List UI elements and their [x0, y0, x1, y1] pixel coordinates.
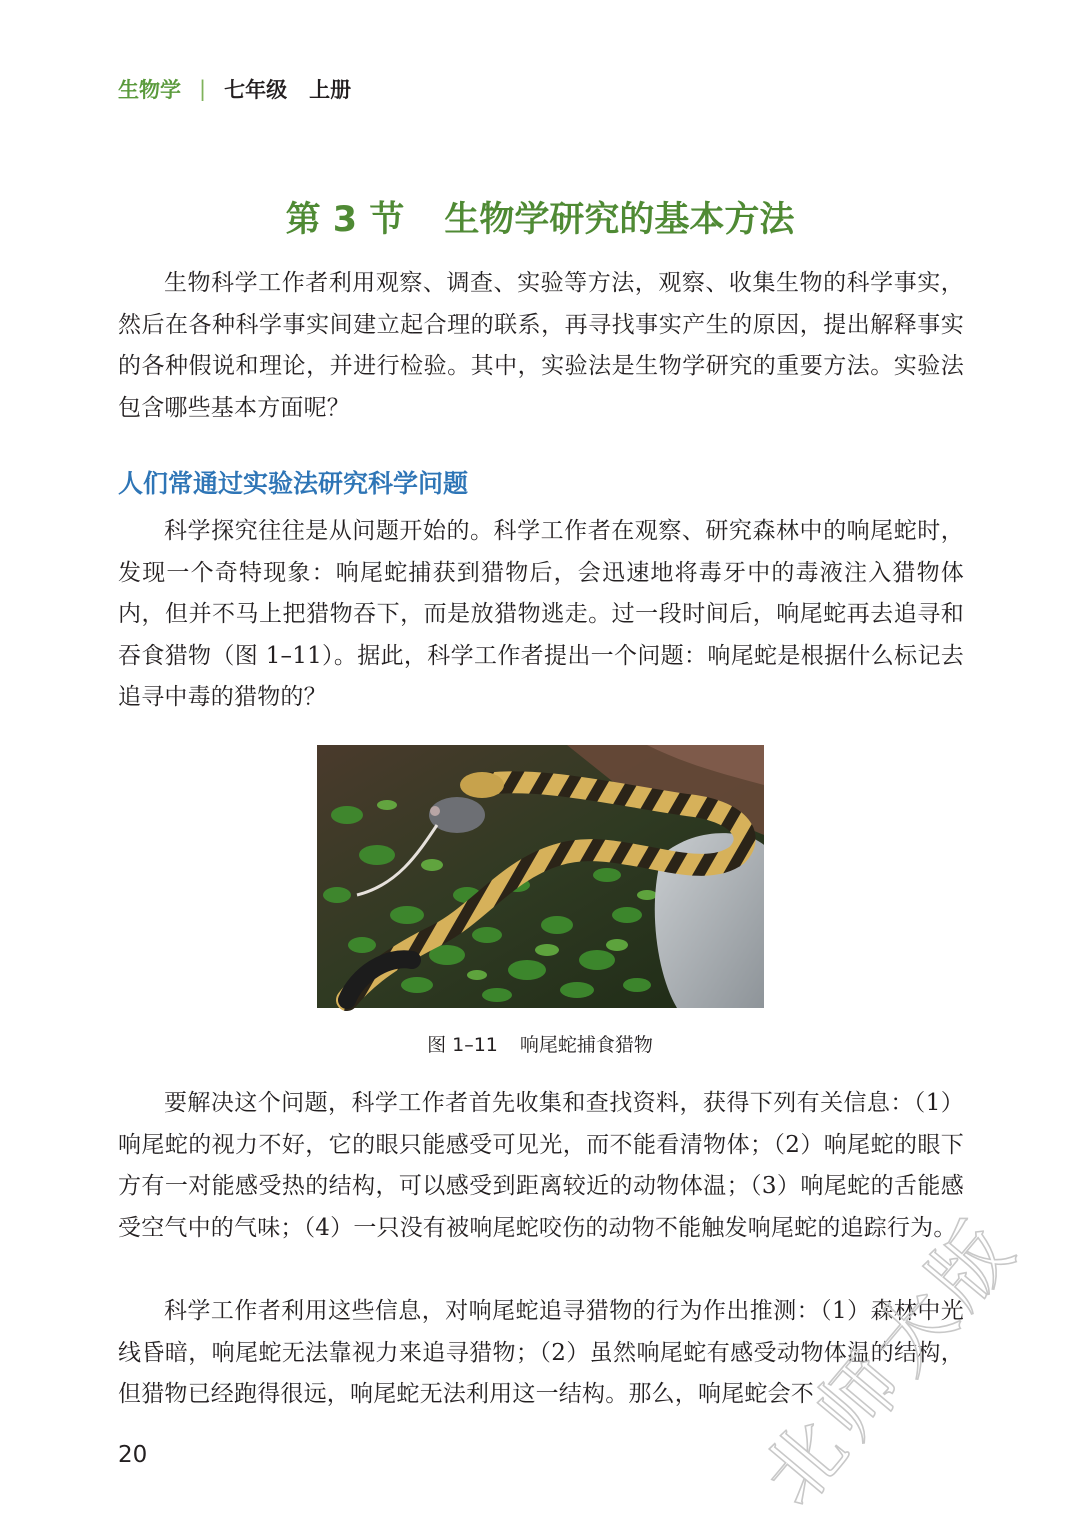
figure-number: 图 1–11	[427, 1034, 498, 1056]
body-paragraph-4: 科学工作者利用这些信息，对响尾蛇追寻猎物的行为作出推测：（1）森林中光线昏暗，响尾蛇无法靠视力来追寻猎物；（2）虽然响尾蛇有感受动物体温的结构，但猎物已经跑得很远，响尾蛇无法利用这一结构。那么，响尾蛇会不	[118, 1298, 964, 1408]
header-volume: 上册	[309, 78, 352, 102]
watermark-text: 北师大版	[745, 1200, 1036, 1523]
header-separator: |	[199, 77, 207, 101]
section-title-text: 生物学研究的基本方法	[444, 200, 795, 240]
body-paragraph-3: 要解决这个问题，科学工作者首先收集和查找资料，获得下列有关信息：（1）响尾蛇的视力不好，它的眼只能感受可见光，而不能看清物体；（2）响尾蛇的眼下方有一对能感受热的结构，可以感受到距离较近的动物体温；（3）响尾蛇的舌能感受空气中的气味；（4）一只没有被响尾蛇咬伤的动物不能触发响尾蛇的追踪行为。	[118, 1090, 964, 1241]
section-number: 第 3 节	[285, 200, 405, 240]
running-header	[118, 74, 351, 104]
header-subject: 生物学	[118, 78, 181, 102]
subheading: 人们常通过实验法研究科学问题	[118, 469, 469, 498]
figure-caption	[0, 1030, 1080, 1057]
body-paragraph-2: 科学探究往往是从问题开始的。科学工作者在观察、研究森林中的响尾蛇时，发现一个奇特现象：响尾蛇捕获到猎物后，会迅速地将毒牙中的毒液注入猎物体内，但并不马上把猎物吞下，而是放猎物逃走。过一段时间后，响尾蛇再去追寻和吞食猎物（图 1–11）。据此，科学工作者提出一个问题：响尾蛇是根据什么标记去追寻中毒的猎物的？	[118, 518, 964, 711]
intro-paragraph: 生物科学工作者利用观察、调查、实验等方法，观察、收集生物的科学事实，然后在各种科学事实间建立起合理的联系，再寻找事实产生的原因，提出解释事实的各种假说和理论，并进行检验。其中，实验法是生物学研究的重要方法。实验法包含哪些基本方面呢？	[118, 270, 964, 421]
section-title	[0, 192, 1080, 242]
page-number: 20	[118, 1442, 148, 1468]
figure-caption-text: 响尾蛇捕食猎物	[519, 1034, 653, 1056]
header-grade: 七年级	[224, 78, 288, 102]
rattlesnake-photo	[317, 745, 764, 1008]
